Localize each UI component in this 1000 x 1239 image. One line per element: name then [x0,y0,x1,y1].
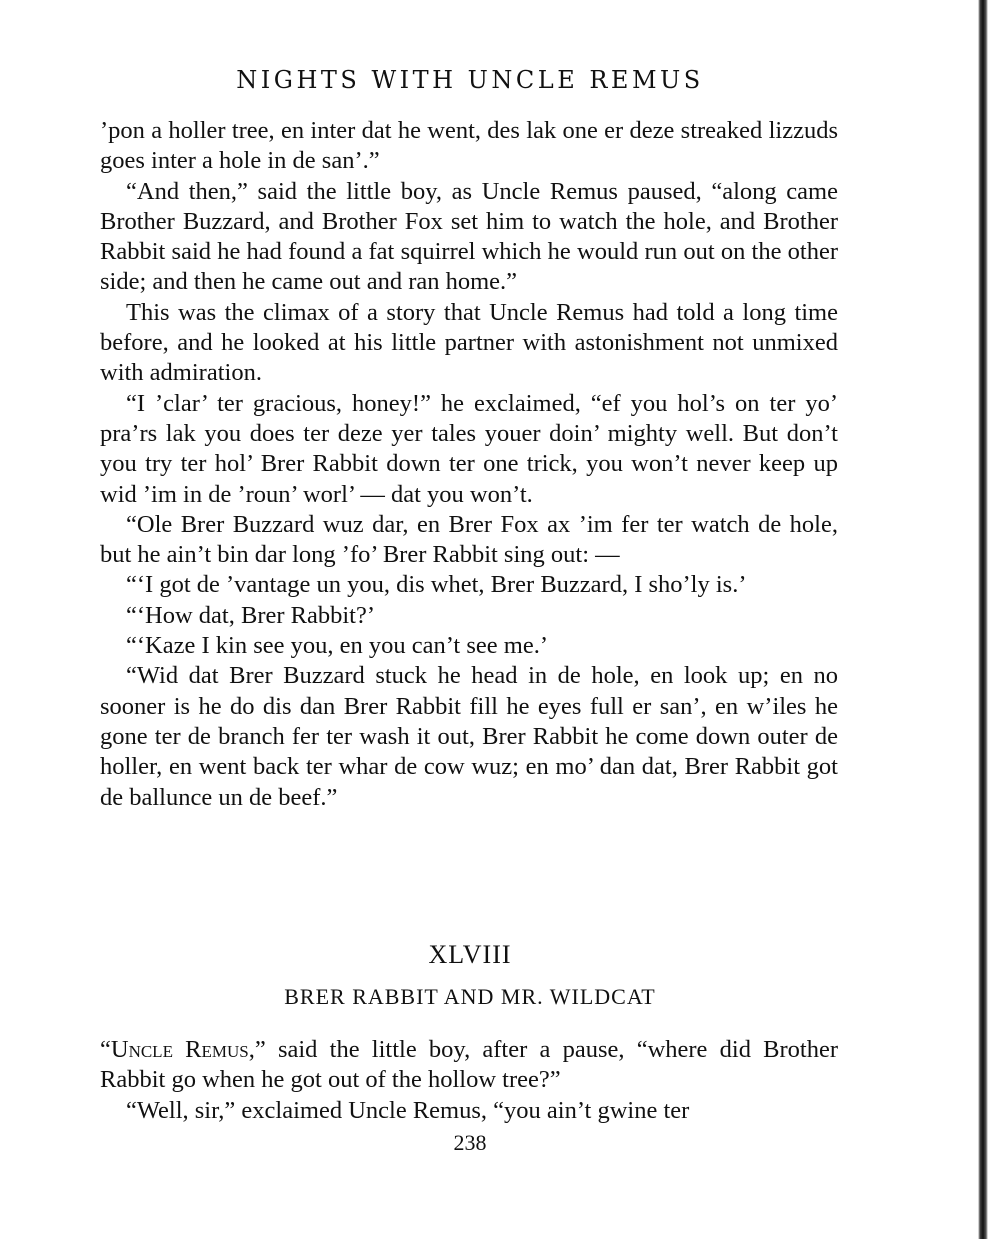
opening-quote: “ [100,1036,111,1063]
opening-smallcaps: Uncle Remus [110,1036,249,1063]
chapter-number: XLVIII [428,940,512,969]
paragraph: “Well, sir,” exclaimed Uncle Remus, “you ain’t gwine ter [126,1096,690,1124]
binding-edge [978,0,988,1239]
page-body-text [100,116,838,813]
running-head: NIGHTS WITH UNCLE REMUS [236,66,704,94]
opening-rest: ,” said the little boy, after a pause, “where did Brother Rabbit go when he got out of the hollow tree?” [100,1036,838,1094]
paragraph: ’pon a holler tree, en inter dat he went, des lak one er deze streaked lizzuds goes inter a hole in de san’.” [100,117,838,175]
paragraph: This was the climax of a story that Uncle Remus had told a long time before, and he looked at his little partner with astonishment not unmixed with admiration. [100,298,838,387]
paragraph: “‘How dat, Brer Rabbit?’ [126,601,375,629]
paragraph: “Wid dat Brer Buzzard stuck he head in de hole, en look up; en no sooner is he do dis dan Brer Rabbit fill he eyes full er san’, en w’iles he gone ter de branch fer ter wash it out, Brer Rabbit he come down outer de holler, en went back ter whar de cow wuz; en mo’ dan dat, Brer Rabbit got de ballunce un de beef.” [100,662,838,811]
page-number: 238 [453,1130,487,1155]
paragraph: “I ’clar’ ter gracious, honey!” he exclaimed, “ef you hol’s on ter yo’ pra’rs lak you does ter deze yer tales youer doin’ mighty well. But don’t you try ter hol’ Brer Rabbit down ter one trick, you won’t never keep up wid ’im in de ’roun’ worl’ — dat you won’t. [100,389,838,508]
chapter-body-text [100,1035,838,1126]
paragraph: “Ole Brer Buzzard wuz dar, en Brer Fox ax ’im fer ter watch de hole, but he ain’t bin dar long ’fo’ Brer Rabbit sing out: — [100,510,838,569]
paragraph: “‘I got de ’vantage un you, dis whet, Brer Buzzard, I sho’ly is.’ [126,571,747,599]
chapter-opening-paragraph [100,1035,838,1096]
chapter-title: BRER RABBIT AND MR. WILDCAT [284,984,656,1009]
paragraph: “‘Kaze I kin see you, en you can’t see me.’ [126,632,548,660]
paragraph: “And then,” said the little boy, as Uncle Remus paused, “along came Brother Buzzard, and Brother Fox set him to watch the hole, and Brother Rabbit said he had found a fat squirrel which he would run out on the other side; and then he came out and ran home.” [100,177,838,296]
